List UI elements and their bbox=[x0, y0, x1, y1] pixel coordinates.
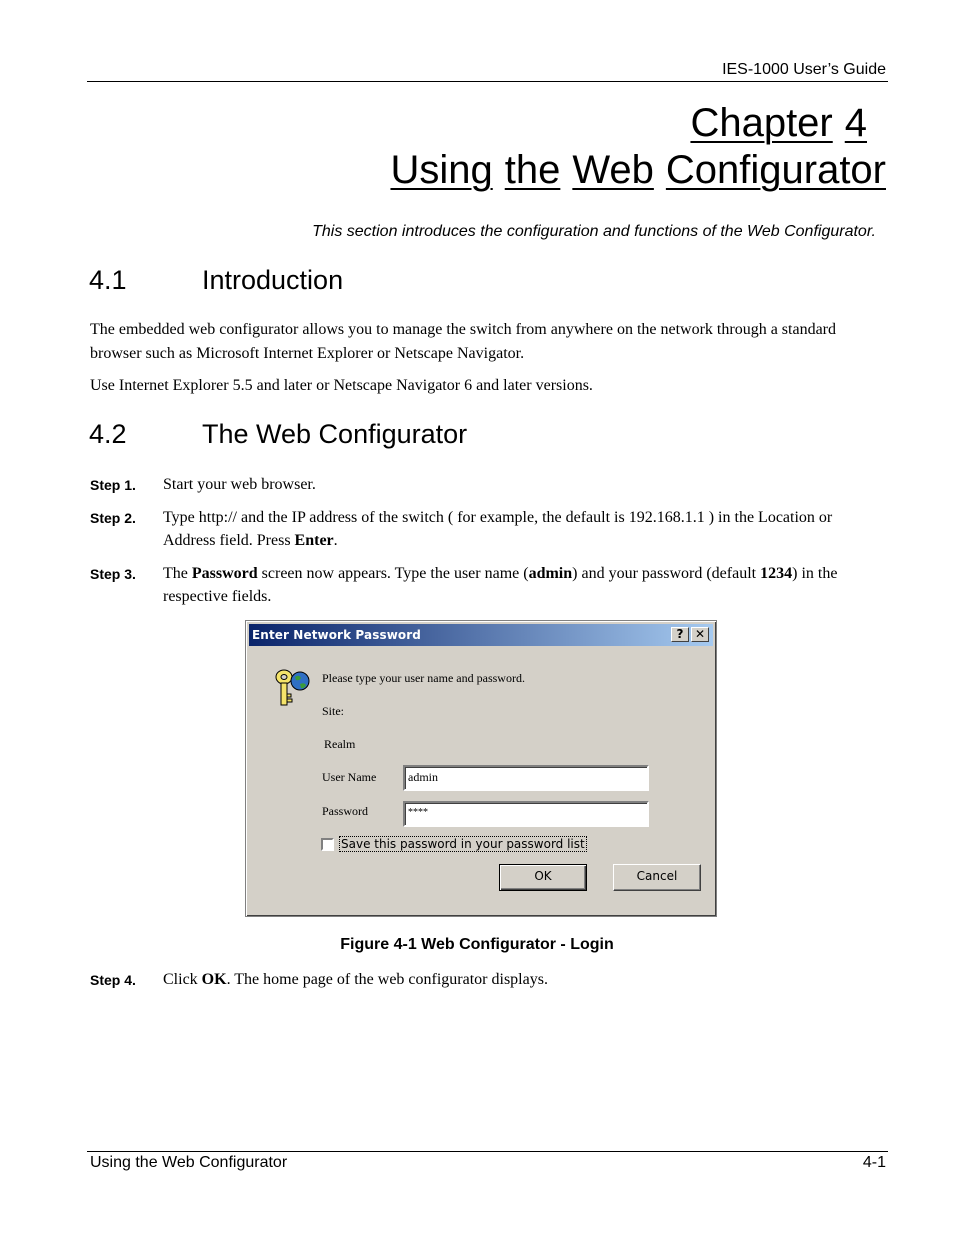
chapter-intro: This section introduces the configuration and functions of the Web Configurator. bbox=[312, 223, 876, 240]
help-button[interactable]: ? bbox=[671, 627, 689, 642]
chapter-title-word-2: the bbox=[504, 148, 561, 192]
page-number: 4-1 bbox=[862, 1154, 886, 1171]
username-label: User Name bbox=[322, 770, 377, 784]
step-label: Step 2. bbox=[90, 510, 136, 526]
chapter-title-word-3: Web bbox=[572, 148, 654, 192]
section-heading-introduction bbox=[89, 265, 343, 296]
step-text: Type http:// and the IP address of the switch ( for example, the default is 192.168.1.1 ) in the Location or Address field. Press Enter. bbox=[163, 509, 833, 549]
site-label: Site: bbox=[322, 704, 345, 718]
section-title: The Web Configurator bbox=[202, 419, 468, 449]
section-number: 4.1 bbox=[89, 265, 127, 295]
dialog-title: Enter Network Password bbox=[252, 628, 421, 642]
paragraph: Use Internet Explorer 5.5 and later or Netscape Navigator 6 and later versions. bbox=[90, 377, 593, 394]
running-header-title: IES-1000 User’s Guide bbox=[722, 61, 886, 78]
dialog-titlebar bbox=[249, 624, 713, 646]
key-icon bbox=[272, 665, 312, 709]
step-1 bbox=[90, 473, 880, 496]
password-label: Password bbox=[322, 804, 369, 818]
remember-password-checkbox[interactable] bbox=[321, 838, 334, 851]
remember-password-label[interactable]: Save this password in your password list bbox=[341, 837, 585, 851]
chapter-title-word-1: Using bbox=[390, 148, 493, 192]
footer-rule bbox=[87, 1151, 888, 1152]
cancel-button[interactable]: Cancel bbox=[613, 864, 701, 891]
paragraph: The embedded web configurator allows you to manage the switch from anywhere on the network through a standard browser such as Microsoft Internet Explorer or Netscape Navigator. bbox=[90, 321, 836, 362]
step-3 bbox=[90, 562, 880, 608]
ok-button[interactable]: OK bbox=[499, 864, 587, 891]
chapter-title-word-4: Configurator bbox=[665, 148, 886, 192]
password-field[interactable]: **** bbox=[403, 801, 649, 827]
step-label: Step 1. bbox=[90, 477, 136, 493]
chapter-title bbox=[390, 146, 886, 194]
chapter-number bbox=[690, 99, 867, 147]
step-text: Start your web browser. bbox=[163, 476, 316, 493]
step-text: The Password screen now appears. Type the user name (admin) and your password (default 1234) in the respective fields. bbox=[163, 565, 838, 605]
footer-chapter-title: Using the Web Configurator bbox=[90, 1154, 288, 1171]
step-text: Click OK. The home page of the web configurator displays. bbox=[163, 971, 548, 988]
dialog-prompt: Please type your user name and password. bbox=[322, 671, 525, 685]
step-label: Step 4. bbox=[90, 972, 136, 988]
username-field[interactable]: admin bbox=[403, 765, 649, 791]
step-4 bbox=[90, 968, 880, 991]
chapter-num: 4 bbox=[844, 101, 867, 145]
section-title: Introduction bbox=[202, 265, 344, 295]
realm-label: Realm bbox=[324, 737, 356, 751]
figure-caption: Figure 4-1 Web Configurator - Login bbox=[340, 936, 614, 953]
step-2 bbox=[90, 506, 880, 552]
close-button[interactable]: ✕ bbox=[691, 627, 709, 642]
section-number: 4.2 bbox=[89, 419, 127, 449]
header-rule bbox=[87, 81, 888, 82]
chapter-word: Chapter bbox=[690, 101, 833, 145]
section-heading-web-configurator bbox=[89, 419, 467, 450]
step-label: Step 3. bbox=[90, 566, 136, 582]
